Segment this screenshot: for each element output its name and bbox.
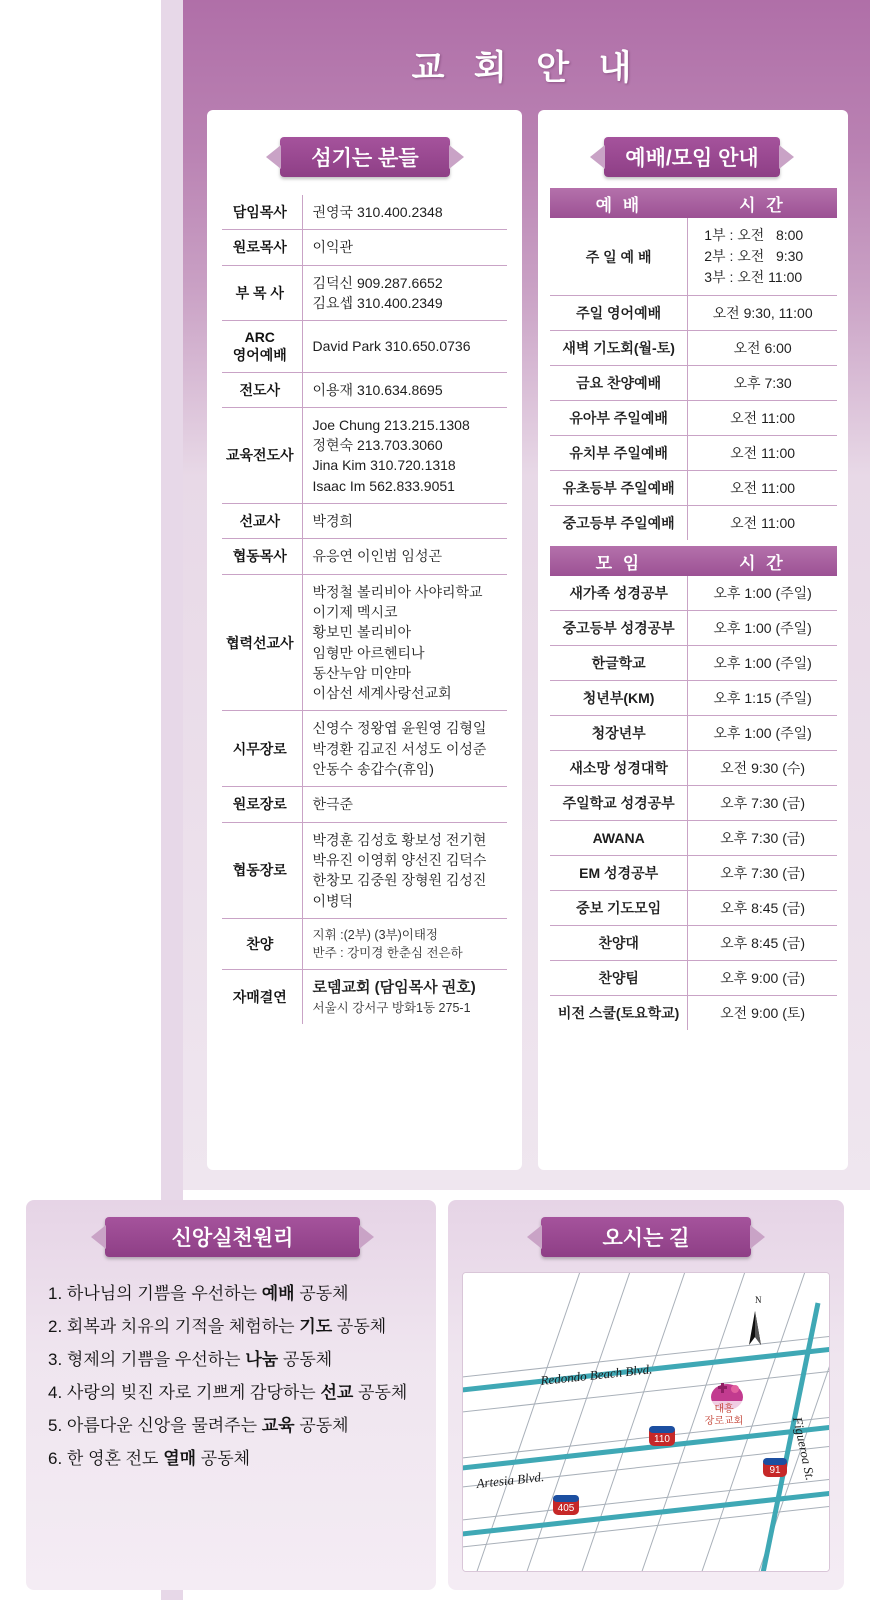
principle-number: 2. [48, 1317, 63, 1336]
table-row [550, 471, 837, 506]
meeting-name: 비전 스쿨(토요학교) [550, 996, 688, 1031]
worship-name: 주 일 예 배 [550, 218, 688, 296]
worship-time: 오전 6:00 [688, 331, 837, 366]
staff-name-line: 박경환 김교진 서성도 이성준 [312, 740, 487, 757]
worship-name: 중고등부 주일예배 [550, 506, 688, 541]
table-row [222, 195, 507, 230]
staff-name-line: 임형만 아르헨티나 [312, 644, 425, 661]
table-row [550, 926, 837, 961]
staff-name-line: 안동수 송갑수(휴임) [312, 761, 434, 778]
staff-role: 찬양 [222, 918, 302, 969]
principle-pre: 사랑의 빚진 자로 기쁘게 감당하는 [66, 1383, 321, 1402]
map-image [462, 1272, 830, 1572]
marker-label-line2: 장로교회 [704, 1416, 744, 1427]
staff-names [302, 504, 507, 539]
table-row [222, 321, 507, 372]
staff-name-line: 로뎀교회 (담임목사 권호) [312, 979, 476, 997]
table-row [550, 786, 837, 821]
principle-pre: 아름다운 신앙을 물려주는 [66, 1416, 262, 1435]
table-row [550, 961, 837, 996]
staff-name-line: 한극준 [312, 796, 354, 813]
principle-number: 3. [48, 1350, 63, 1369]
principle-strong: 기도 [299, 1317, 333, 1336]
compass-north-label: N [755, 1295, 762, 1305]
list-item [48, 1285, 428, 1302]
principle-post: 공동체 [353, 1383, 408, 1402]
principle-pre: 형제의 기쁨을 우선하는 [66, 1350, 246, 1369]
staff-role: 부 목 사 [222, 265, 302, 321]
meeting-table [550, 576, 837, 1030]
worship-col-time: 시 간 [739, 195, 786, 215]
meeting-time: 오후 7:30 (금) [688, 786, 837, 821]
principles-list [48, 1285, 428, 1483]
list-item [48, 1417, 428, 1434]
meeting-time: 오후 1:00 (주일) [688, 611, 837, 646]
principle-post: 공동체 [294, 1416, 349, 1435]
principle-post: 공동체 [196, 1449, 251, 1468]
staff-names [302, 918, 507, 969]
staff-name-line: 이병덕 [312, 892, 354, 909]
staff-names [302, 539, 507, 574]
schedule-section-heading: 예배/모임 안내 [604, 137, 780, 177]
left-margin [0, 0, 26, 1600]
staff-role: 협력선교사 [222, 574, 302, 711]
table-row [222, 504, 507, 539]
table-row [550, 506, 837, 541]
staff-names [302, 265, 507, 321]
staff-role: ARC 영어예배 [222, 321, 302, 372]
principle-number: 6. [48, 1449, 63, 1468]
worship-time: 오전 11:00 [688, 471, 837, 506]
staff-name-line: 동산누암 미얀마 [312, 664, 412, 681]
staff-role: 원로장로 [222, 787, 302, 822]
marker-label-line1: 대흥 [714, 1404, 734, 1415]
meeting-name: 주일학교 성경공부 [550, 786, 688, 821]
staff-role: 자매결연 [222, 970, 302, 1024]
table-row [550, 856, 837, 891]
staff-names [302, 822, 507, 918]
staff-role: 전도사 [222, 372, 302, 407]
staff-names [302, 574, 507, 711]
meeting-name: 한글학교 [550, 646, 688, 681]
staff-name-line: 신영수 정왕엽 윤원영 김형일 [312, 720, 487, 737]
principle-strong: 나눔 [245, 1350, 279, 1369]
staff-name-line: 박경희 [312, 513, 354, 530]
table-row [550, 716, 837, 751]
freeway-shield-110 [649, 1426, 675, 1446]
staff-role: 선교사 [222, 504, 302, 539]
table-row [222, 711, 507, 787]
staff-role: 협동장로 [222, 822, 302, 918]
principle-post: 공동체 [294, 1284, 349, 1303]
staff-names [302, 230, 507, 265]
staff-role: 원로목사 [222, 230, 302, 265]
shield-label: 110 [654, 1434, 670, 1445]
principles-heading: 신앙실천원리 [105, 1217, 360, 1257]
staff-name-line: Joe Chung 213.215.1308 [312, 416, 470, 433]
staff-role: 교육전도사 [222, 407, 302, 503]
worship-name: 금요 찬양예배 [550, 366, 688, 401]
church-marker-label [701, 1401, 747, 1427]
staff-name-line: 유응연 이인범 임성곤 [312, 548, 442, 565]
road-label-figueroa: Figueroa St. [790, 1415, 819, 1482]
meeting-time: 오후 1:00 (주일) [688, 576, 837, 611]
list-item [48, 1351, 428, 1368]
meeting-time: 오후 8:45 (금) [688, 891, 837, 926]
shield-label: 91 [769, 1465, 781, 1476]
table-row [222, 787, 507, 822]
staff-role: 협동목사 [222, 539, 302, 574]
meeting-name: 찬양팀 [550, 961, 688, 996]
table-row [222, 918, 507, 969]
table-row [222, 372, 507, 407]
principle-post: 공동체 [332, 1317, 387, 1336]
worship-name: 새벽 기도회(월-토) [550, 331, 688, 366]
meeting-col-name: 모 임 [595, 553, 643, 573]
table-row [222, 822, 507, 918]
road-label-redondo: Redondo Beach Blvd. [539, 1361, 653, 1388]
freeway-shield-405 [553, 1495, 579, 1515]
staff-names [302, 321, 507, 372]
table-row [222, 574, 507, 711]
table-row [550, 401, 837, 436]
meeting-name: 중보 기도모임 [550, 891, 688, 926]
staff-role: 시무장로 [222, 711, 302, 787]
shield-label: 405 [557, 1503, 575, 1514]
worship-table [550, 218, 837, 540]
staff-name-line: David Park 310.650.0736 [312, 338, 471, 355]
meeting-time: 오후 1:15 (주일) [688, 681, 837, 716]
worship-name: 주일 영어예배 [550, 296, 688, 331]
list-item [48, 1450, 428, 1467]
table-row [222, 539, 507, 574]
principle-post: 공동체 [278, 1350, 333, 1369]
staff-role: 담임목사 [222, 195, 302, 230]
meeting-time: 오후 9:00 (금) [688, 961, 837, 996]
list-item [48, 1318, 428, 1335]
staff-name-line: 김요셉 310.400.2349 [312, 294, 443, 311]
staff-name-line: 김덕신 909.287.6652 [312, 274, 443, 291]
staff-name-line: Jina Kim 310.720.1318 [312, 457, 456, 474]
principle-pre: 하나님의 기쁨을 우선하는 [66, 1284, 262, 1303]
staff-names [302, 711, 507, 787]
meeting-time: 오후 8:45 (금) [688, 926, 837, 961]
road-label-artesia: Artesia Blvd. [475, 1468, 545, 1491]
meeting-name: 새소망 성경대학 [550, 751, 688, 786]
table-row [222, 265, 507, 321]
table-row [550, 296, 837, 331]
staff-name-line: 황보민 볼리비아 [312, 624, 412, 641]
staff-names [302, 372, 507, 407]
meeting-time: 오전 9:00 (토) [720, 1005, 806, 1021]
worship-time: 오전 11:00 [730, 515, 796, 531]
list-item [48, 1384, 428, 1401]
worship-name: 유아부 주일예배 [550, 401, 688, 436]
principle-pre: 한 영혼 전도 [66, 1449, 164, 1468]
staff-name-line: 이익관 [312, 239, 354, 256]
worship-time: 오전 11:00 [688, 401, 837, 436]
staff-name-line: 박정철 볼리비아 사야리학교 [312, 583, 483, 600]
meeting-name: 청년부(KM) [550, 681, 688, 716]
table-row [550, 331, 837, 366]
worship-time-line: 1부 : 오전 8:00 [704, 227, 804, 243]
worship-time-line: 3부 : 오전 11:00 [704, 269, 803, 285]
staff-name-line: 반주 : 강미경 한춘심 전은하 [312, 945, 463, 960]
meeting-name: AWANA [550, 821, 688, 856]
table-row [550, 821, 837, 856]
meeting-name: 찬양대 [550, 926, 688, 961]
principle-strong: 교육 [261, 1416, 295, 1435]
table-row [550, 751, 837, 786]
worship-time-line: 2부 : 오전 9:30 [704, 248, 804, 264]
meeting-time: 오전 9:30 (수) [688, 751, 837, 786]
table-row [550, 611, 837, 646]
staff-name-line: 이기제 멕시코 [312, 603, 398, 620]
principle-strong: 선교 [320, 1383, 354, 1402]
staff-names [302, 787, 507, 822]
staff-names [302, 407, 507, 503]
meeting-table-header [550, 546, 837, 576]
directions-heading: 오시는 길 [541, 1217, 751, 1257]
map-svg [463, 1273, 830, 1572]
worship-table-header [550, 188, 837, 218]
meeting-name: 청장년부 [550, 716, 688, 751]
meeting-time: 오후 7:30 (금) [688, 856, 837, 891]
meeting-time: 오후 7:30 (금) [688, 821, 837, 856]
table-row [550, 996, 837, 1031]
staff-section-heading: 섬기는 분들 [280, 137, 450, 177]
principle-strong: 열매 [163, 1449, 197, 1468]
principle-number: 5. [48, 1416, 63, 1435]
staff-name-line: 서울시 강서구 방화1동 275-1 [312, 1000, 471, 1015]
staff-name-line: 한창모 김중원 장형원 김성진 [312, 872, 487, 889]
principle-number: 1. [48, 1284, 63, 1303]
worship-time: 오전 11:00 [688, 436, 837, 471]
staff-table [222, 195, 507, 1024]
table-row [550, 891, 837, 926]
page-title: 교 회 안 내 [411, 49, 642, 87]
worship-col-name: 예 배 [595, 195, 643, 215]
worship-time: 오전 9:30, 11:00 [688, 296, 837, 331]
meeting-col-time: 시 간 [739, 553, 786, 573]
schedule-tables [550, 188, 837, 1030]
meeting-time: 오후 1:00 (주일) [688, 646, 837, 681]
worship-name: 유초등부 주일예배 [550, 471, 688, 506]
meeting-name: 중고등부 성경공부 [550, 611, 688, 646]
freeway-shield-91 [763, 1458, 787, 1477]
staff-name-line: 박경훈 김성호 황보성 전기현 [312, 831, 487, 848]
staff-name-line: 박유진 이영휘 양선진 김덕수 [312, 851, 487, 868]
table-row [222, 970, 507, 1024]
worship-time: 오후 7:30 [688, 366, 837, 401]
worship-time [688, 218, 837, 296]
meeting-name: EM 성경공부 [550, 856, 688, 891]
table-row [222, 230, 507, 265]
staff-name-line: Isaac Im 562.833.9051 [312, 477, 455, 494]
staff-names [302, 970, 507, 1024]
table-row [222, 407, 507, 503]
staff-names [302, 195, 507, 230]
staff-name-line: 지휘 :(2부) (3부)이태정 [312, 927, 438, 942]
table-row [550, 366, 837, 401]
worship-name: 유치부 주일예배 [550, 436, 688, 471]
principle-number: 4. [48, 1383, 63, 1402]
staff-name-line: 권영국 310.400.2348 [312, 204, 443, 220]
meeting-time: 오후 1:00 (주일) [688, 716, 837, 751]
table-row [550, 218, 837, 296]
meeting-name: 새가족 성경공부 [550, 576, 688, 611]
table-row [550, 646, 837, 681]
staff-name-line: 이용재 310.634.8695 [312, 381, 443, 398]
table-row [550, 576, 837, 611]
table-row [550, 681, 837, 716]
table-row [550, 436, 837, 471]
principle-pre: 회복과 치유의 기적을 체험하는 [66, 1317, 300, 1336]
staff-name-line: 이삼선 세계사랑선교회 [312, 685, 452, 702]
principle-strong: 예배 [261, 1284, 295, 1303]
staff-name-line: 정현숙 213.703.3060 [312, 437, 443, 454]
